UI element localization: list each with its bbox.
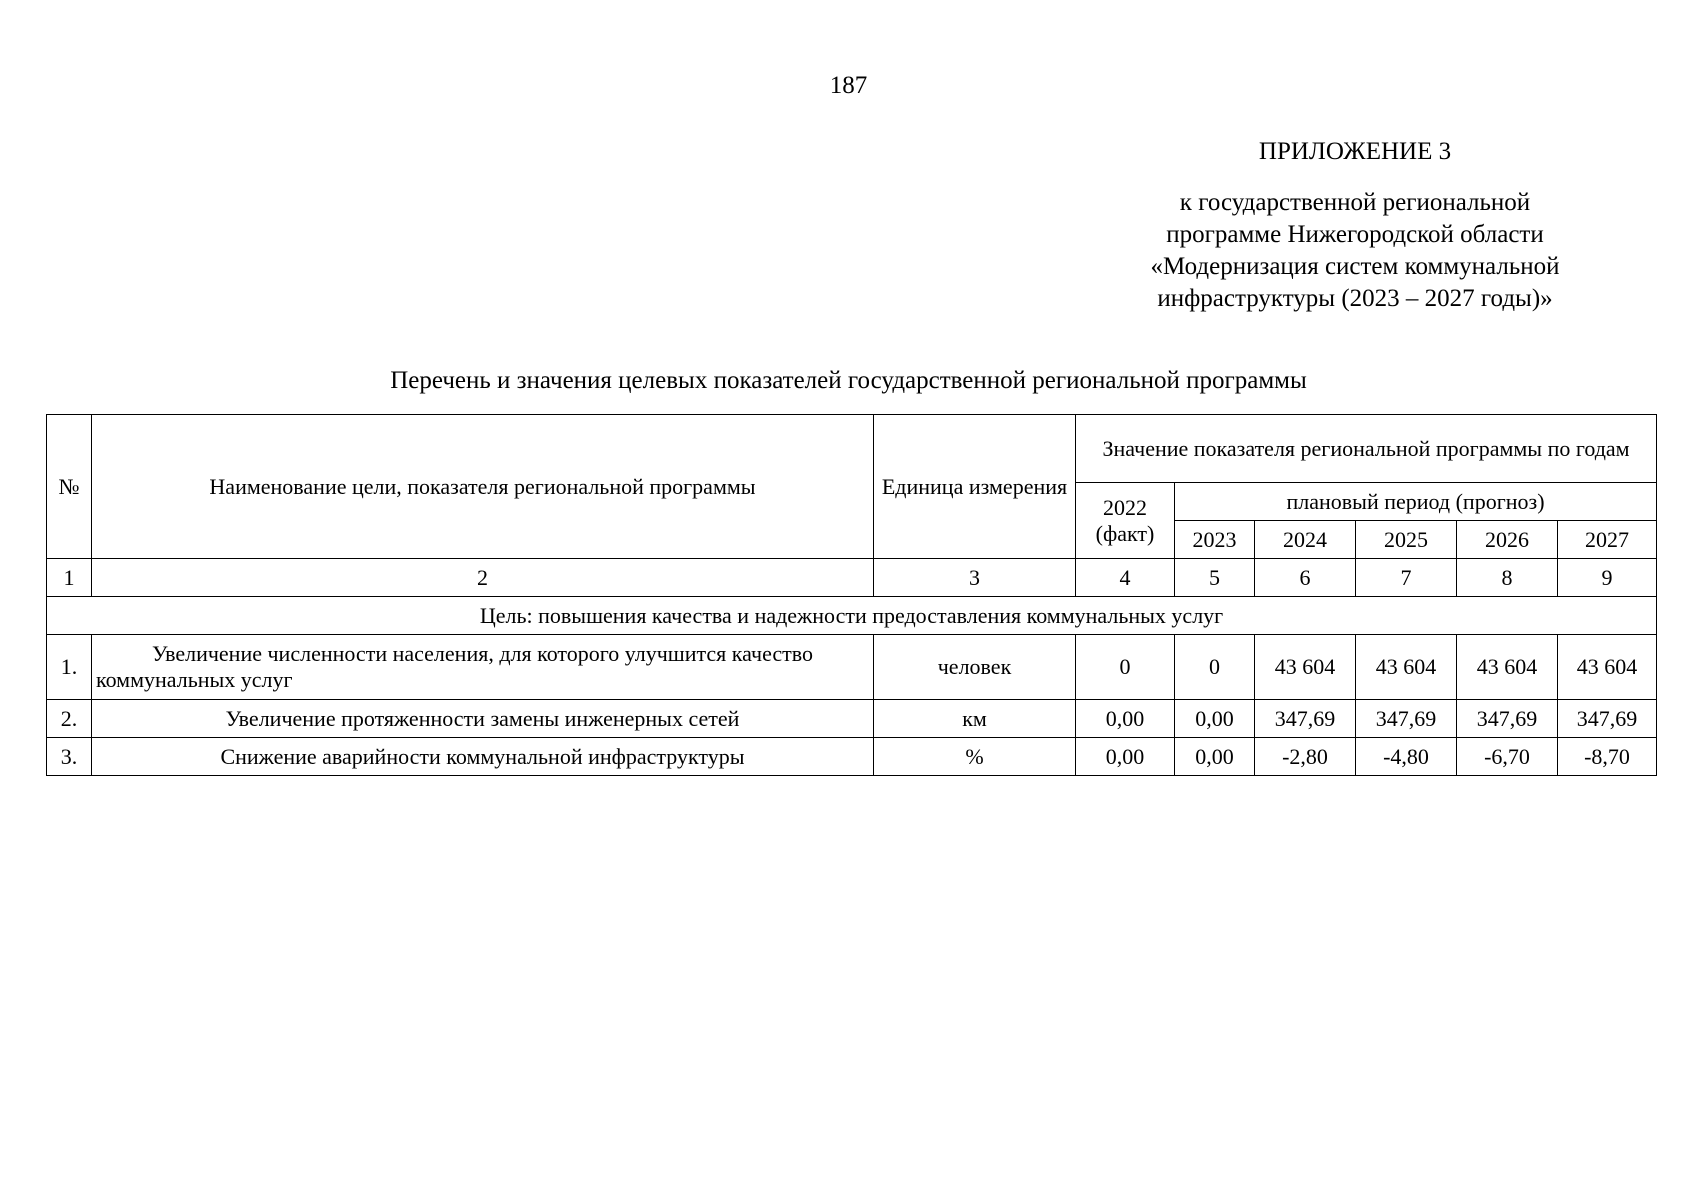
appendix-line: инфраструктуры (2023 – 2027 годы)» (1157, 285, 1553, 312)
row-name: Снижение аварийности коммунальной инфраструктуры (92, 738, 874, 776)
row-value: 347,69 (1457, 700, 1558, 738)
row-value: 43 604 (1356, 635, 1457, 700)
header-year: 2025 (1356, 521, 1457, 559)
row-value: 347,69 (1255, 700, 1356, 738)
table-row (47, 635, 1657, 700)
row-value: 0,00 (1175, 700, 1255, 738)
row-value: 0,00 (1076, 738, 1175, 776)
row-value: 0 (1175, 635, 1255, 700)
row-value: -2,80 (1255, 738, 1356, 776)
row-no: 2. (47, 700, 92, 738)
column-number: 2 (92, 559, 874, 597)
column-number: 1 (47, 559, 92, 597)
row-unit: км (874, 700, 1076, 738)
appendix-line: «Модернизация систем коммунальной (1150, 253, 1560, 280)
header-row (47, 415, 1657, 483)
column-number: 7 (1356, 559, 1457, 597)
row-value: -8,70 (1558, 738, 1657, 776)
column-number: 6 (1255, 559, 1356, 597)
row-unit: % (874, 738, 1076, 776)
row-value: -6,70 (1457, 738, 1558, 776)
column-number: 9 (1558, 559, 1657, 597)
document-title: Перечень и значения целевых показателей государственной региональной программы (390, 367, 1307, 394)
appendix-line: программе Нижегородской области (1166, 221, 1544, 248)
column-number: 3 (874, 559, 1076, 597)
table-row (47, 700, 1657, 738)
goal-row (47, 597, 1657, 635)
row-value: 0,00 (1175, 738, 1255, 776)
header-name: Наименование цели, показателя региональной программы (92, 415, 874, 559)
row-value: 347,69 (1558, 700, 1657, 738)
row-value: 0,00 (1076, 700, 1175, 738)
goal-text: Цель: повышения качества и надежности предоставления коммунальных услуг (47, 597, 1657, 635)
header-fact-year: 2022 (факт) (1076, 483, 1175, 559)
column-number: 4 (1076, 559, 1175, 597)
row-name: Увеличение протяженности замены инженерных сетей (92, 700, 874, 738)
column-numbers-row (47, 559, 1657, 597)
header-year: 2023 (1175, 521, 1255, 559)
table-row (47, 738, 1657, 776)
row-unit: человек (874, 635, 1076, 700)
appendix-line: к государственной региональной (1179, 189, 1531, 216)
appendix-subtitle (1100, 187, 1610, 315)
header-plan-group: плановый период (прогноз) (1175, 483, 1657, 521)
header-year: 2027 (1558, 521, 1657, 559)
header-values-group: Значение показателя региональной программы по годам (1076, 415, 1657, 483)
appendix-title: ПРИЛОЖЕНИЕ 3 (1258, 138, 1452, 165)
row-value: 43 604 (1255, 635, 1356, 700)
row-no: 3. (47, 738, 92, 776)
row-name: Увеличение численности населения, для которого улучшится качество коммунальных услуг (92, 635, 874, 700)
column-number: 8 (1457, 559, 1558, 597)
header-year: 2024 (1255, 521, 1356, 559)
row-value: -4,80 (1356, 738, 1457, 776)
header-unit: Единица измерения (874, 415, 1076, 559)
row-value: 0 (1076, 635, 1175, 700)
header-year: 2026 (1457, 521, 1558, 559)
indicators-table (46, 414, 1657, 776)
row-value: 43 604 (1457, 635, 1558, 700)
page-number: 187 (829, 72, 868, 99)
column-number: 5 (1175, 559, 1255, 597)
row-no: 1. (47, 635, 92, 700)
header-no: № (47, 415, 92, 559)
row-value: 43 604 (1558, 635, 1657, 700)
row-value: 347,69 (1356, 700, 1457, 738)
